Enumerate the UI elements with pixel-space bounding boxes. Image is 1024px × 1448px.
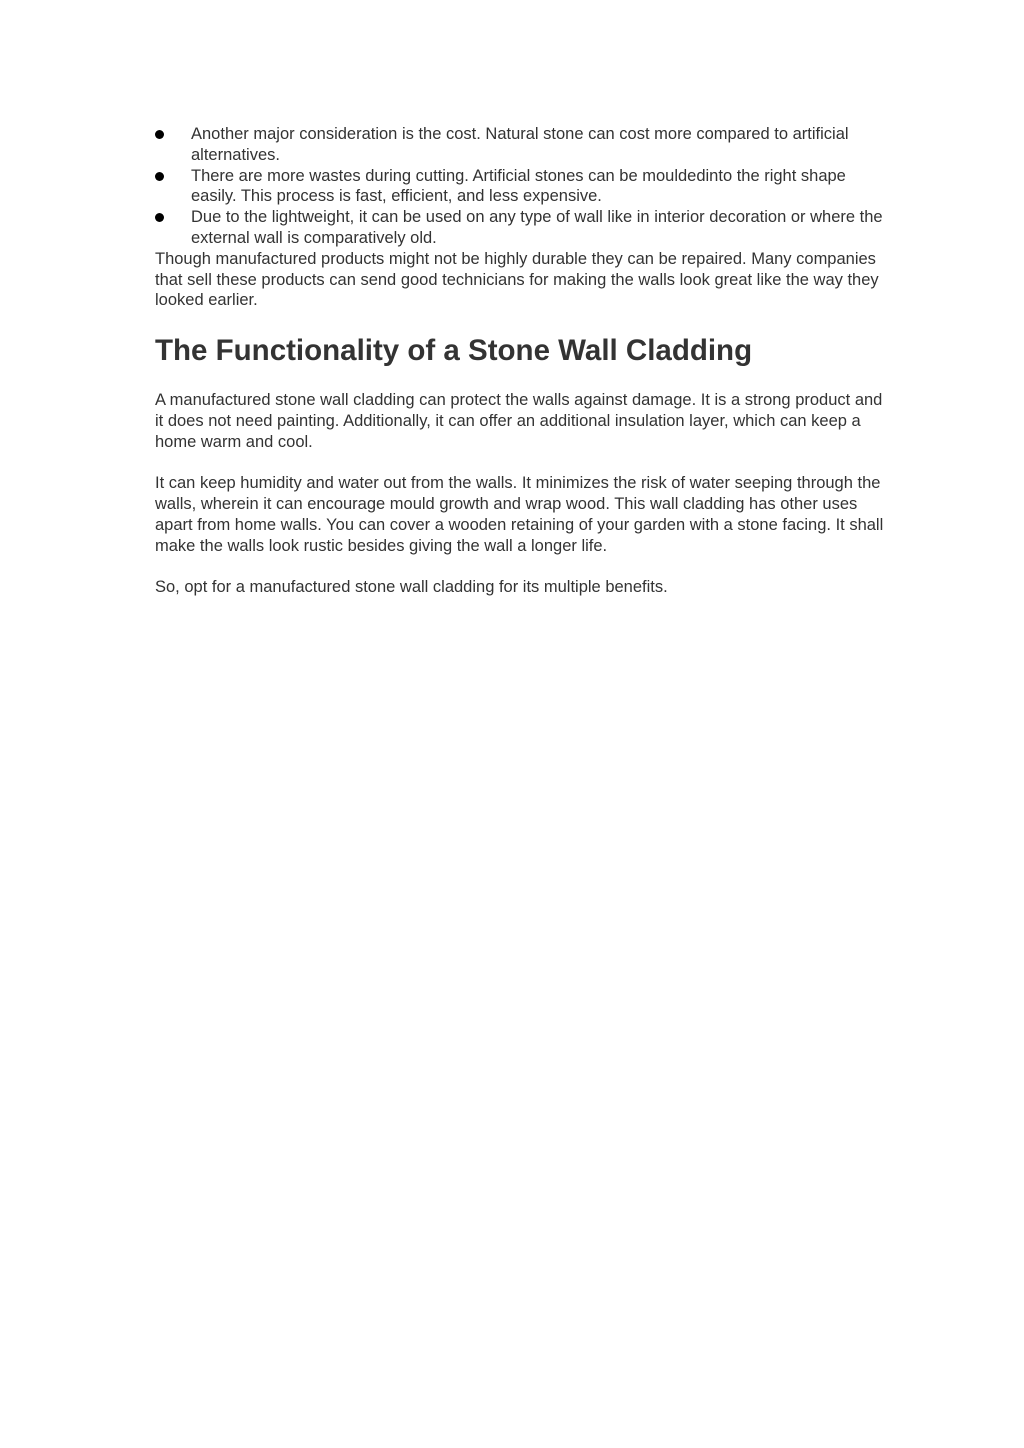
section-paragraph: So, opt for a manufactured stone wall cladding for its multiple benefits. [155,578,668,597]
bullet-text: There are more wastes during cutting. Artificial stones can be mouldedinto the right shape easily. This process is fast, efficient, and less expensive. [191,166,846,206]
section-paragraph: It can keep humidity and water out from the walls. It minimizes the risk of water seeping through the walls, wherein it can encourage mould growth and wrap wood. This wall cladding has other uses apart from home walls. You can cover a wooden retaining of your garden with a stone facing. It shall make the walls look rustic besides giving the wall a longer life. [155,474,884,555]
section-paragraph: A manufactured stone wall cladding can protect the walls against damage. It is a strong product and it does not need painting. Additionally, it can offer an additional insulation layer, which can keep a home warm and cool. [155,391,883,451]
bullet-item [155,207,885,249]
bullet-text: Due to the lightweight, it can be used on any type of wall like in interior decoration or where the external wall is comparatively old. [191,208,883,247]
bullet-dot-icon [155,130,164,139]
document-page [155,124,885,598]
bullet-text: Another major consideration is the cost. Natural stone can cost more compared to artificial alternatives. [191,125,849,164]
bullet-dot-icon [155,213,164,222]
bullet-list [155,124,885,249]
bullet-dot-icon [155,172,164,181]
bullet-item [155,124,885,166]
section-heading: The Functionality of a Stone Wall Cladding [155,334,753,368]
intro-paragraph: Though manufactured products might not be highly durable they can be repaired. Many companies that sell these products can send good technicians for making the walls look great like the way they looked earlier. [155,249,879,310]
bullet-item [155,166,885,208]
